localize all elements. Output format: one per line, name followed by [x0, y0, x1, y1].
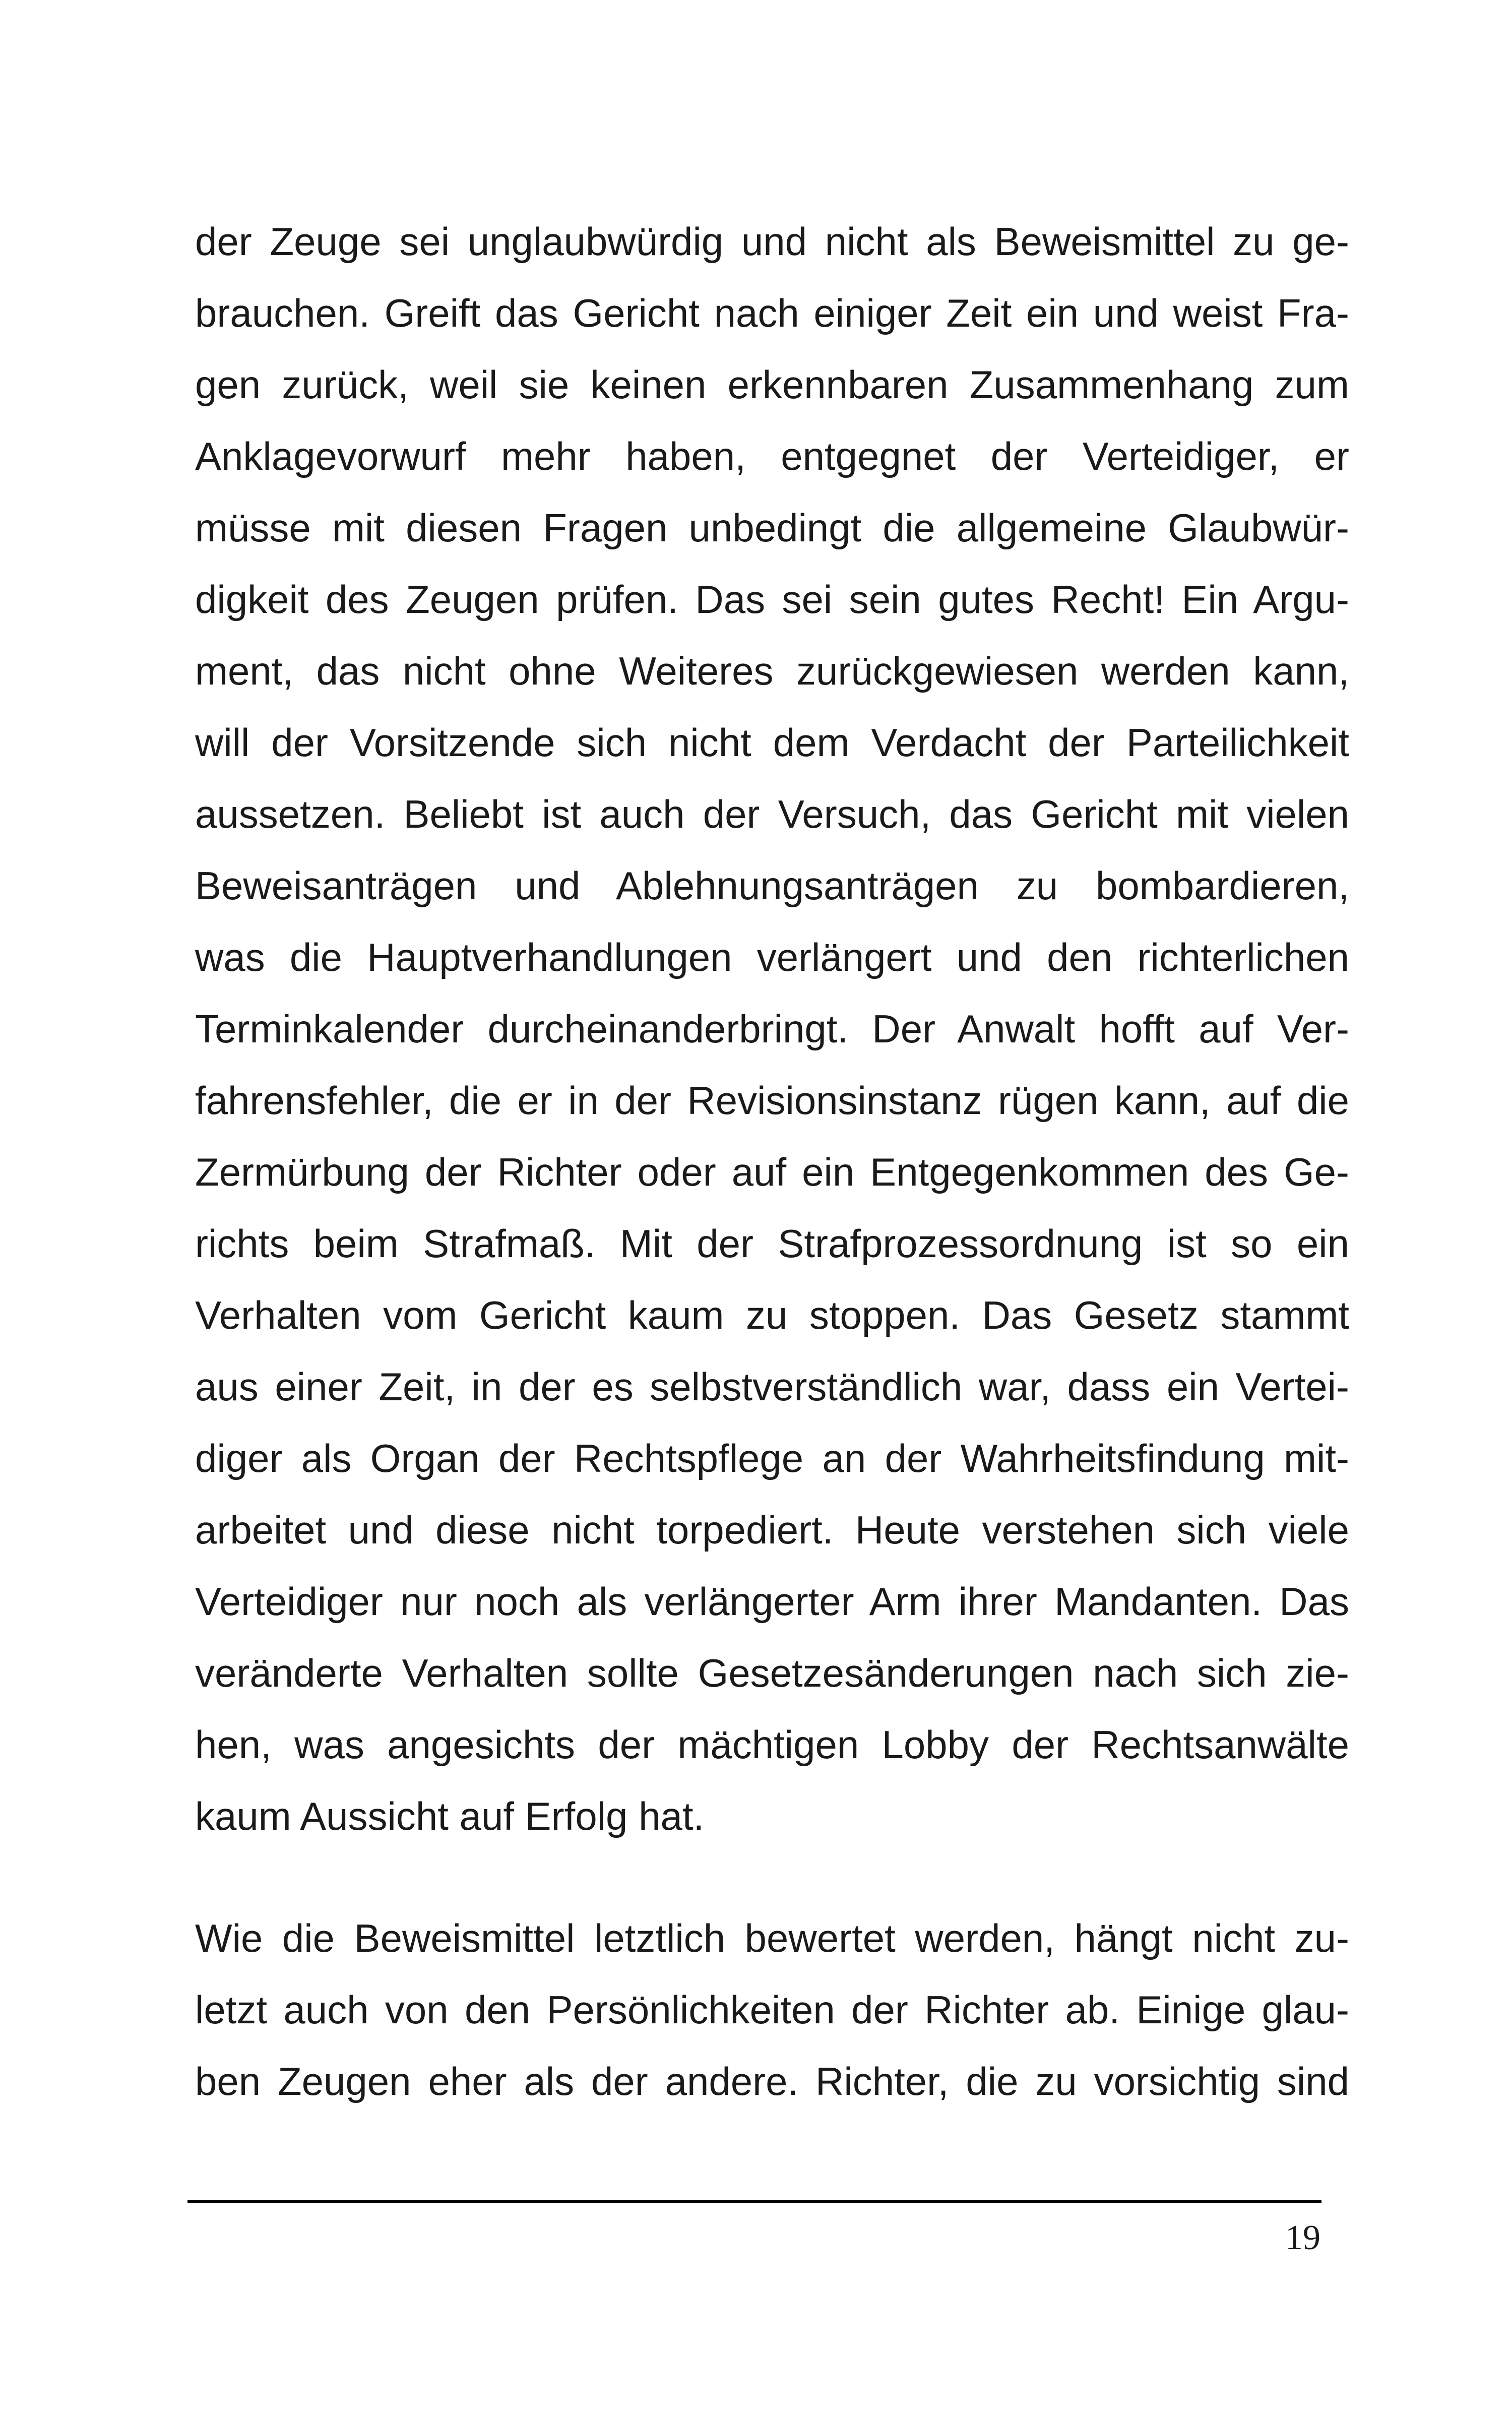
text-line: kaum Aussicht auf Erfolg hat. — [195, 1794, 705, 1838]
text-line: hen, was angesichts der mächtigen Lobby der Rechtsanwälte — [195, 1722, 1349, 1767]
text-line: aus einer Zeit, in der es selbstverständlich war, dass ein Vertei- — [195, 1365, 1349, 1409]
body-paragraph-1 — [195, 206, 1349, 1852]
footer-divider — [187, 2200, 1321, 2203]
text-line: ben Zeugen eher als der andere. Richter, die zu vorsichtig sind — [195, 2059, 1349, 2103]
text-line: der Zeuge sei unglaubwürdig und nicht als Beweismittel zu ge- — [195, 219, 1349, 264]
text-line: fahrensfehler, die er in der Revisionsinstanz rügen kann, auf die — [195, 1078, 1349, 1123]
page-number: 19 — [1285, 2218, 1320, 2257]
text-line: brauchen. Greift das Gericht nach einiger Zeit ein und weist Fra- — [195, 291, 1349, 335]
text-line: müsse mit diesen Fragen unbedingt die allgemeine Glaubwür- — [195, 506, 1349, 550]
text-line: arbeitet und diese nicht torpediert. Heute verstehen sich viele — [195, 1508, 1349, 1552]
body-paragraph-2 — [195, 1902, 1349, 2117]
text-line: Beweisanträgen und Ablehnungsanträgen zu bombardieren, — [195, 863, 1349, 908]
text-line: was die Hauptverhandlungen verlängert und den richterlichen — [195, 935, 1349, 979]
text-line: Terminkalender durcheinanderbringt. Der Anwalt hofft auf Ver- — [195, 1007, 1349, 1051]
text-line: Wie die Beweismittel letztlich bewertet werden, hängt nicht zu- — [195, 1916, 1349, 1960]
text-line: Verteidiger nur noch als verlängerter Arm ihrer Mandanten. Das — [195, 1579, 1349, 1624]
text-line: Anklagevorwurf mehr haben, entgegnet der Verteidiger, er — [195, 434, 1349, 478]
text-line: veränderte Verhalten sollte Gesetzesänderungen nach sich zie- — [195, 1651, 1349, 1695]
text-line: digkeit des Zeugen prüfen. Das sei sein gutes Recht! Ein Argu- — [195, 577, 1349, 622]
text-line: diger als Organ der Rechtspflege an der Wahrheitsfindung mit- — [195, 1436, 1349, 1480]
text-line: ment, das nicht ohne Weiteres zurückgewiesen werden kann, — [195, 649, 1349, 693]
text-line: will der Vorsitzende sich nicht dem Verdacht der Parteilichkeit — [195, 720, 1349, 765]
text-line: gen zurück, weil sie keinen erkennbaren Zusammenhang zum — [195, 362, 1349, 407]
text-line: aussetzen. Beliebt ist auch der Versuch, das Gericht mit vielen — [195, 792, 1349, 836]
text-line: letzt auch von den Persönlichkeiten der Richter ab. Einige glau- — [195, 1988, 1349, 2032]
text-line: richts beim Strafmaß. Mit der Strafprozessordnung ist so ein — [195, 1221, 1349, 1266]
text-line: Zermürbung der Richter oder auf ein Entgegenkommen des Ge- — [195, 1150, 1349, 1194]
text-line: Verhalten vom Gericht kaum zu stoppen. Das Gesetz stammt — [195, 1293, 1349, 1337]
